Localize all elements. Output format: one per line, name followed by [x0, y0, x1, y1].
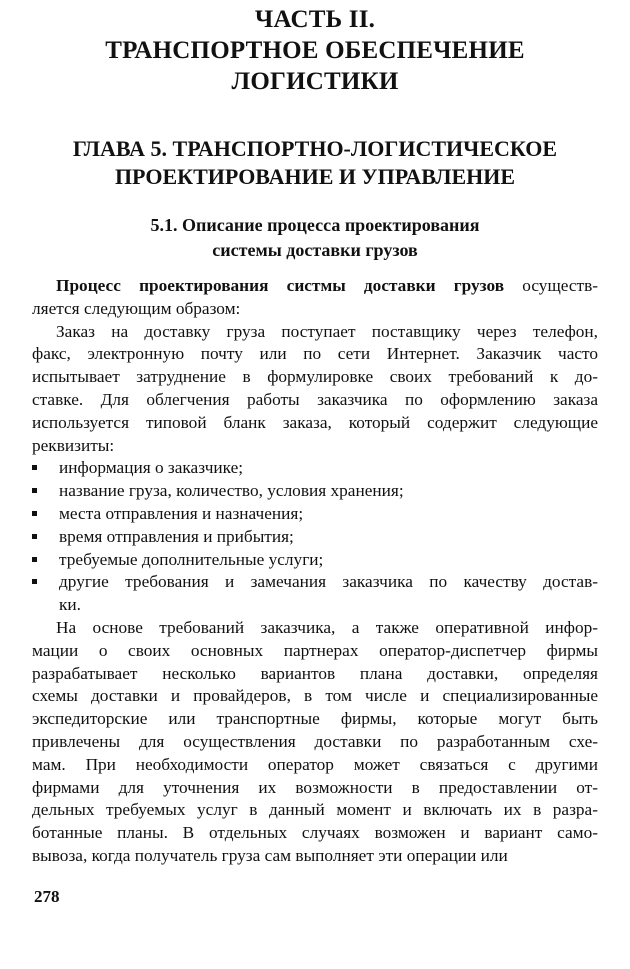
- intro-line-1: [32, 275, 598, 298]
- order-form-line: испытывает затруднение в формулировке своих требований к до-: [32, 367, 598, 387]
- list-item-text: другие требования и замечания заказчика по качеству достав-: [59, 572, 598, 592]
- list-item: [32, 503, 598, 526]
- list-item: [32, 571, 598, 617]
- chapter-title: [32, 135, 598, 191]
- delivery-plan-line: дельных требуемых услуг в данный момент и включать их в разра-: [32, 800, 598, 820]
- bullet-icon: [32, 557, 37, 562]
- list-item: [32, 526, 598, 549]
- list-item-text: информация о заказчике;: [59, 458, 244, 478]
- paragraph-delivery-plan: [32, 617, 598, 868]
- section-title-line-1: 5.1. Описание процесса проектирования: [150, 215, 480, 235]
- list-item: [32, 480, 598, 503]
- order-form-line: Заказ на доставку груза поступает поставщику через телефон,: [56, 321, 598, 341]
- delivery-plan-line: мам. При необходимости оператор может связаться с другими: [32, 754, 598, 774]
- list-item-text: название груза, количество, условия хранения;: [59, 481, 404, 501]
- delivery-plan-line: привлечены для осуществления доставки по разработанным схе-: [32, 731, 598, 751]
- intro-paragraph: [32, 275, 598, 321]
- part-title-line-1: ЧАСТЬ II.: [254, 6, 376, 33]
- bullet-icon: [32, 534, 37, 539]
- part-title-line-2: ТРАНСПОРТНОЕ ОБЕСПЕЧЕНИЕ: [105, 37, 525, 64]
- list-item: [32, 457, 598, 480]
- delivery-plan-line: разрабатывает несколько вариантов плана доставки, определяя: [32, 663, 598, 683]
- bullet-icon: [32, 488, 37, 493]
- delivery-plan-line: фирмами для уточнения их возможности в предоставлении от-: [32, 777, 598, 797]
- bullet-icon: [32, 511, 37, 516]
- bullet-icon: [32, 465, 37, 470]
- list-item: [32, 549, 598, 572]
- paragraph-order-form: [32, 321, 598, 458]
- requisites-list: [32, 457, 598, 617]
- order-form-line: ставке. Для облегчения работы заказчика по оформлению заказа: [32, 389, 598, 409]
- delivery-plan-line: ботанные планы. В отдельных случаях возможен и вариант само-: [32, 823, 598, 843]
- list-item-text: время отправления и прибытия;: [59, 526, 294, 546]
- chapter-title-line-1: ГЛАВА 5. ТРАНСПОРТНО-ЛОГИСТИЧЕСКОЕ: [72, 136, 558, 161]
- order-form-line: реквизиты:: [32, 435, 115, 455]
- list-item-text: ки.: [59, 595, 81, 615]
- delivery-plan-line: мации о своих основных партнерах оператор-диспетчер фирмы: [32, 640, 598, 660]
- intro-bold-term: Процесс проектирования систмы доставки грузов: [56, 276, 505, 295]
- delivery-plan-line: схемы доставки и провайдеров, в том числе и специализированные: [32, 686, 598, 706]
- order-form-line: используется типовой бланк заказа, который содержит следующие: [32, 412, 598, 432]
- page-number: 278: [34, 887, 60, 906]
- intro-line-1-rest: осуществ-: [504, 276, 598, 295]
- delivery-plan-line: На основе требований заказчика, а также оперативной инфор-: [56, 617, 598, 637]
- list-item-text: места отправления и назначения;: [59, 503, 304, 523]
- bullet-icon: [32, 579, 37, 584]
- section-title: [32, 213, 598, 263]
- chapter-title-line-2: ПРОЕКТИРОВАНИЕ И УПРАВЛЕНИЕ: [114, 164, 516, 189]
- delivery-plan-line: вывоза, когда получатель груза сам выполняет эти операции или: [32, 845, 508, 865]
- section-title-line-2: системы доставки грузов: [212, 240, 418, 260]
- part-title-line-3: ЛОГИСТИКИ: [231, 68, 399, 95]
- part-title: [32, 4, 598, 97]
- intro-line-2: ляется следующим образом:: [32, 298, 241, 318]
- list-item-text: требуемые дополнительные услуги;: [59, 549, 324, 569]
- body-text: [32, 275, 598, 868]
- order-form-line: факс, электронную почту или по сети Интернет. Заказчик часто: [32, 344, 598, 364]
- delivery-plan-line: экспедиторские или транспортные фирмы, которые могут быть: [32, 709, 598, 729]
